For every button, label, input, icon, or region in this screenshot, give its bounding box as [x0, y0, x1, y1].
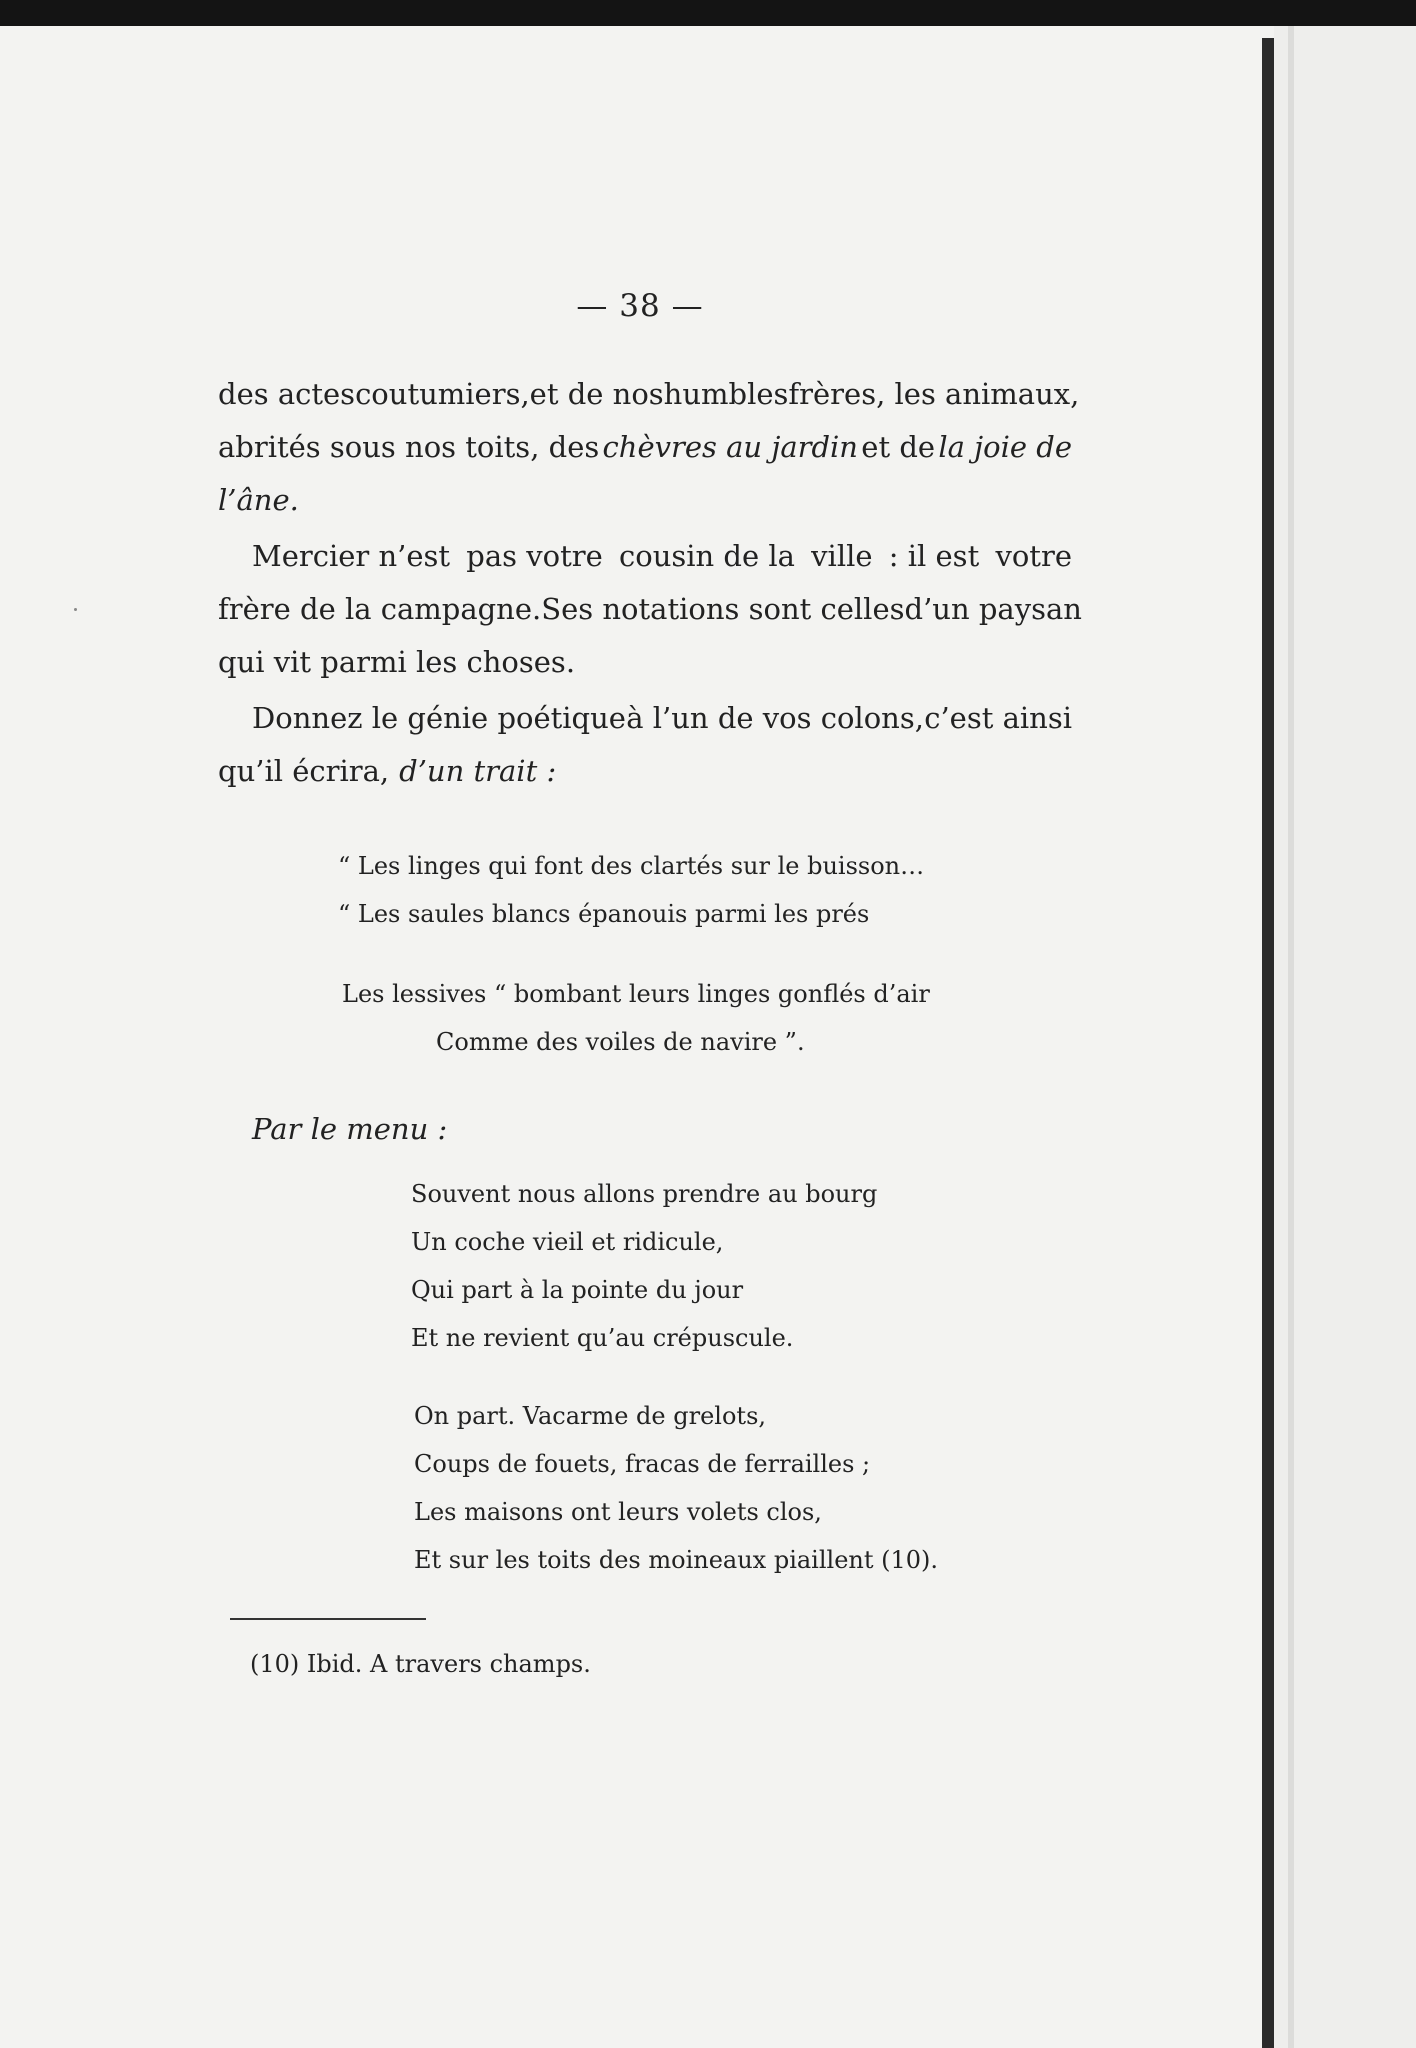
poem-line: Un coche vieil et ridicule,: [411, 1228, 724, 1256]
paragraph-line: [218, 368, 1080, 421]
quote-line: Comme des voiles de navire ”.: [436, 1028, 805, 1056]
paper-fleck: [74, 608, 77, 611]
book-gutter: [1262, 38, 1274, 2048]
paragraph-3: [218, 692, 1072, 798]
poem-line: Et ne revient qu’au crépuscule.: [411, 1324, 794, 1352]
paragraph-line: [218, 745, 1072, 798]
footnote: (10) Ibid. A travers champs.: [250, 1650, 591, 1678]
poem-line: On part. Vacarme de grelots,: [414, 1402, 767, 1430]
text-fragment: pas votre: [466, 539, 603, 573]
quote-line: “ Les saules blancs épanouis parmi les prés: [338, 900, 870, 928]
quotation-block-1: [338, 852, 924, 948]
facing-page-shadow: [1288, 26, 1294, 2048]
text-fragment: d’un paysan: [904, 592, 1082, 626]
paragraph-2: [218, 530, 1082, 689]
paragraph-line: [218, 583, 1082, 636]
text-fragment: votre: [995, 539, 1072, 573]
poem-stanza-1: [411, 1180, 877, 1372]
paragraph-1: [218, 368, 1080, 527]
text-fragment: c’est ainsi: [924, 701, 1072, 735]
quotation-block-2: [342, 980, 930, 1076]
text-fragment: et de: [861, 430, 936, 464]
quote-line: “ Les linges qui font des clartés sur le buisson…: [338, 852, 925, 880]
page-number: — 38 —: [576, 288, 704, 324]
poem-line: Qui part à la pointe du jour: [411, 1276, 744, 1304]
text-fragment: ville: [811, 539, 873, 573]
poem-line: Coups de fouets, fracas de ferrailles ;: [414, 1450, 871, 1478]
paragraph-line: [218, 421, 1072, 474]
text-fragment: humbles: [663, 377, 789, 411]
facing-page-edge: [1274, 26, 1416, 2048]
text-fragment: et de nos: [529, 377, 664, 411]
text-fragment: des actes: [218, 377, 356, 411]
italic-title: la joie de: [938, 430, 1072, 464]
text-fragment: coutumiers,: [355, 377, 530, 411]
quote-line: Les lessives “ bombant leurs linges gonflés d’air: [342, 980, 930, 1008]
text-fragment: abrités sous nos toits, des: [218, 430, 600, 464]
text-fragment: Donnez le génie poétique: [252, 701, 626, 735]
paragraph-line: [218, 474, 1072, 527]
text-fragment: à l’un de vos colons,: [626, 701, 924, 735]
section-heading: Par le menu :: [252, 1112, 448, 1146]
text-fragment: Ses notations sont celles: [541, 592, 905, 626]
poem-line: Les maisons ont leurs volets clos,: [414, 1498, 822, 1526]
poem-line: Souvent nous allons prendre au bourg: [411, 1180, 878, 1208]
italic-phrase: d’un trait :: [399, 754, 557, 788]
text-fragment: Mercier n’est: [252, 539, 451, 573]
paragraph-line: [218, 530, 1072, 583]
poem-line: Et sur les toits des moineaux piaillent (10).: [414, 1546, 939, 1574]
footnote-separator: [230, 1618, 426, 1620]
paragraph-line: [218, 692, 1072, 745]
text-fragment: cousin de la: [619, 539, 795, 573]
text-fragment: qui vit parmi les choses.: [218, 645, 576, 679]
text-fragment: : il est: [888, 539, 980, 573]
text-fragment: frère de la campagne.: [218, 592, 542, 626]
text-fragment: qu’il écrira,: [218, 754, 390, 788]
italic-title: chèvres au jardin: [602, 430, 858, 464]
paragraph-line: [218, 636, 1072, 689]
text-fragment: frères, les animaux,: [788, 377, 1080, 411]
poem-stanza-2: [414, 1402, 938, 1594]
italic-title: l’âne.: [218, 483, 299, 517]
